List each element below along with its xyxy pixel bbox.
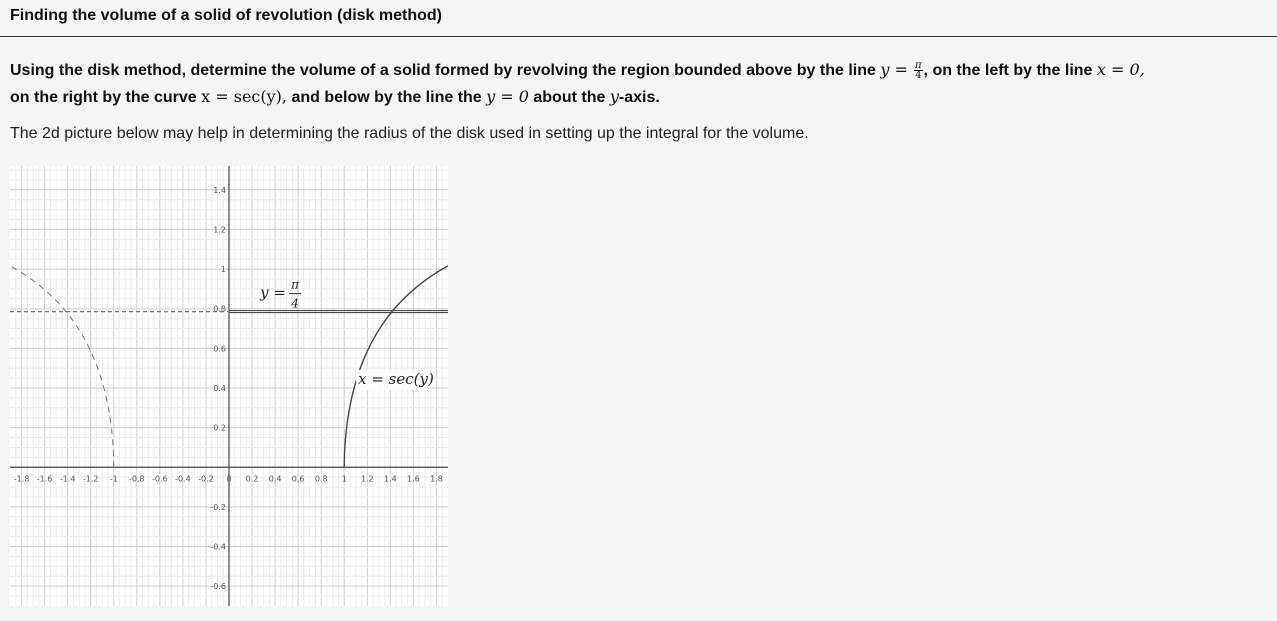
x-tick-label: 0 [226, 474, 232, 484]
question-part-5: about the [528, 89, 610, 106]
x-tick-label: -1.8 [13, 474, 30, 484]
x-tick-label: 0.8 [314, 474, 328, 484]
y-tick-label: 1 [220, 265, 226, 275]
y-tick-label: 0.6 [213, 344, 226, 354]
hint-text: The 2d picture below may help in determining the radius of the disk used in setting up the integral for the volume. [10, 125, 809, 142]
y-tick-label: -0.2 [210, 502, 226, 512]
y-tick-label: 0.4 [213, 383, 226, 393]
x-tick-label: -1.4 [59, 474, 76, 484]
pi-symbol: π [914, 60, 922, 72]
y-equals-0: y = 0 [486, 87, 529, 106]
x-tick-label: 1.2 [360, 474, 374, 484]
y-axis-var: y [609, 87, 619, 106]
question-text [10, 57, 1272, 111]
four: 4 [915, 70, 922, 82]
x-tick-label: -1.6 [36, 474, 53, 484]
x-tick-label: -0.6 [152, 474, 168, 484]
x-tick-label: 0.2 [245, 474, 259, 484]
x-tick-label: -0.2 [198, 474, 214, 484]
x-tick-label: 1.8 [430, 474, 443, 484]
sec-curve: x = sec(y), [201, 87, 287, 106]
x-tick-label: -0.4 [175, 474, 191, 484]
hline-label-four: 4 [291, 296, 299, 311]
hline-label-pi: π [291, 277, 300, 292]
y-tick-label: 0.2 [213, 423, 226, 433]
y-tick-label: 1.4 [213, 185, 226, 195]
x-tick-label: 0.6 [291, 474, 305, 484]
question-part-1: Using the disk method, determine the volume of a solid formed by revolving the region bounded above by the line [10, 62, 881, 79]
page-title: Finding the volume of a solid of revolution (disk method) [10, 7, 442, 24]
x-tick-label: 1.4 [384, 474, 397, 484]
x-tick-label: -0.8 [128, 474, 145, 484]
question-part-2: , on the left by the line [923, 62, 1097, 79]
x-equals-0: x = 0, [1096, 60, 1145, 79]
x-tick-label: 1.6 [407, 474, 420, 484]
question-part-6: -axis. [618, 89, 660, 106]
curve-label: x = sec(y) [358, 370, 434, 389]
graph-svg [10, 166, 448, 606]
x-tick-label: 0.4 [268, 474, 282, 484]
x-tick-label: 1 [341, 474, 347, 484]
title-divider [0, 36, 1277, 37]
y-equals: y = [880, 60, 913, 79]
x-tick-label: -1.2 [82, 474, 99, 484]
y-tick-label: -0.6 [210, 582, 226, 592]
y-tick-label: 1.2 [213, 225, 226, 235]
y-tick-label: -0.4 [210, 542, 226, 552]
x-tick-label: -1 [109, 474, 118, 484]
graph-figure [10, 166, 448, 606]
y-tick-label: 0.8 [213, 304, 226, 314]
question-part-3: on the right by the curve [10, 89, 202, 106]
question-part-4: and below by the line the [287, 89, 487, 106]
pi-over-4 [914, 61, 923, 80]
hline-label-prefix: y = [260, 283, 286, 302]
